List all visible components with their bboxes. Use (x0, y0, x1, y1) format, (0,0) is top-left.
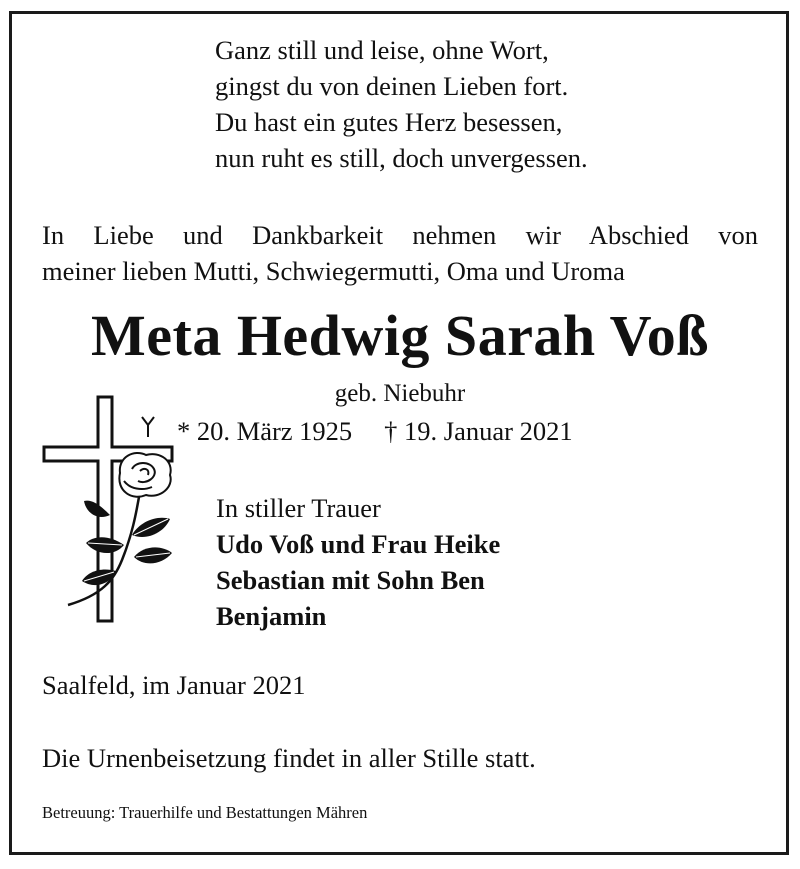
mourners-block (216, 490, 500, 634)
life-dates (177, 416, 573, 447)
poem-line: Du hast ein gutes Herz besessen, (215, 107, 563, 137)
poem-line: gingst du von deinen Lieben fort. (215, 71, 569, 101)
poem (215, 32, 588, 176)
birth-date: * 20. März 1925 (177, 416, 353, 446)
mourning-heading: In stiller Trauer (216, 493, 381, 523)
funeral-care-note: Betreuung: Trauerhilfe und Bestattungen Mähren (42, 803, 368, 822)
birth-name: geb. Niebuhr (334, 380, 466, 407)
deceased-name: Meta Hedwig Sarah Voß (91, 303, 709, 368)
mourner-name: Udo Voß und Frau Heike (216, 529, 501, 559)
mourner-name: Benjamin (216, 601, 327, 631)
burial-note: Die Urnenbeisetzung findet in aller Stille statt. (42, 743, 536, 773)
cross-with-rose-icon (40, 395, 180, 625)
poem-line: Ganz still und leise, ohne Wort, (215, 35, 549, 65)
farewell-line-2: meiner lieben Mutti, Schwiegermutti, Oma und Uroma (42, 256, 625, 286)
poem-line: nun ruht es still, doch unvergessen. (215, 143, 588, 173)
place-date: Saalfeld, im Januar 2021 (42, 670, 306, 700)
farewell-line-1: In Liebe und Dankbarkeit nehmen wir Abschied von (42, 220, 758, 250)
farewell-text (42, 217, 758, 289)
mourner-name: Sebastian mit Sohn Ben (216, 565, 485, 595)
death-date: † 19. Januar 2021 (384, 416, 573, 446)
